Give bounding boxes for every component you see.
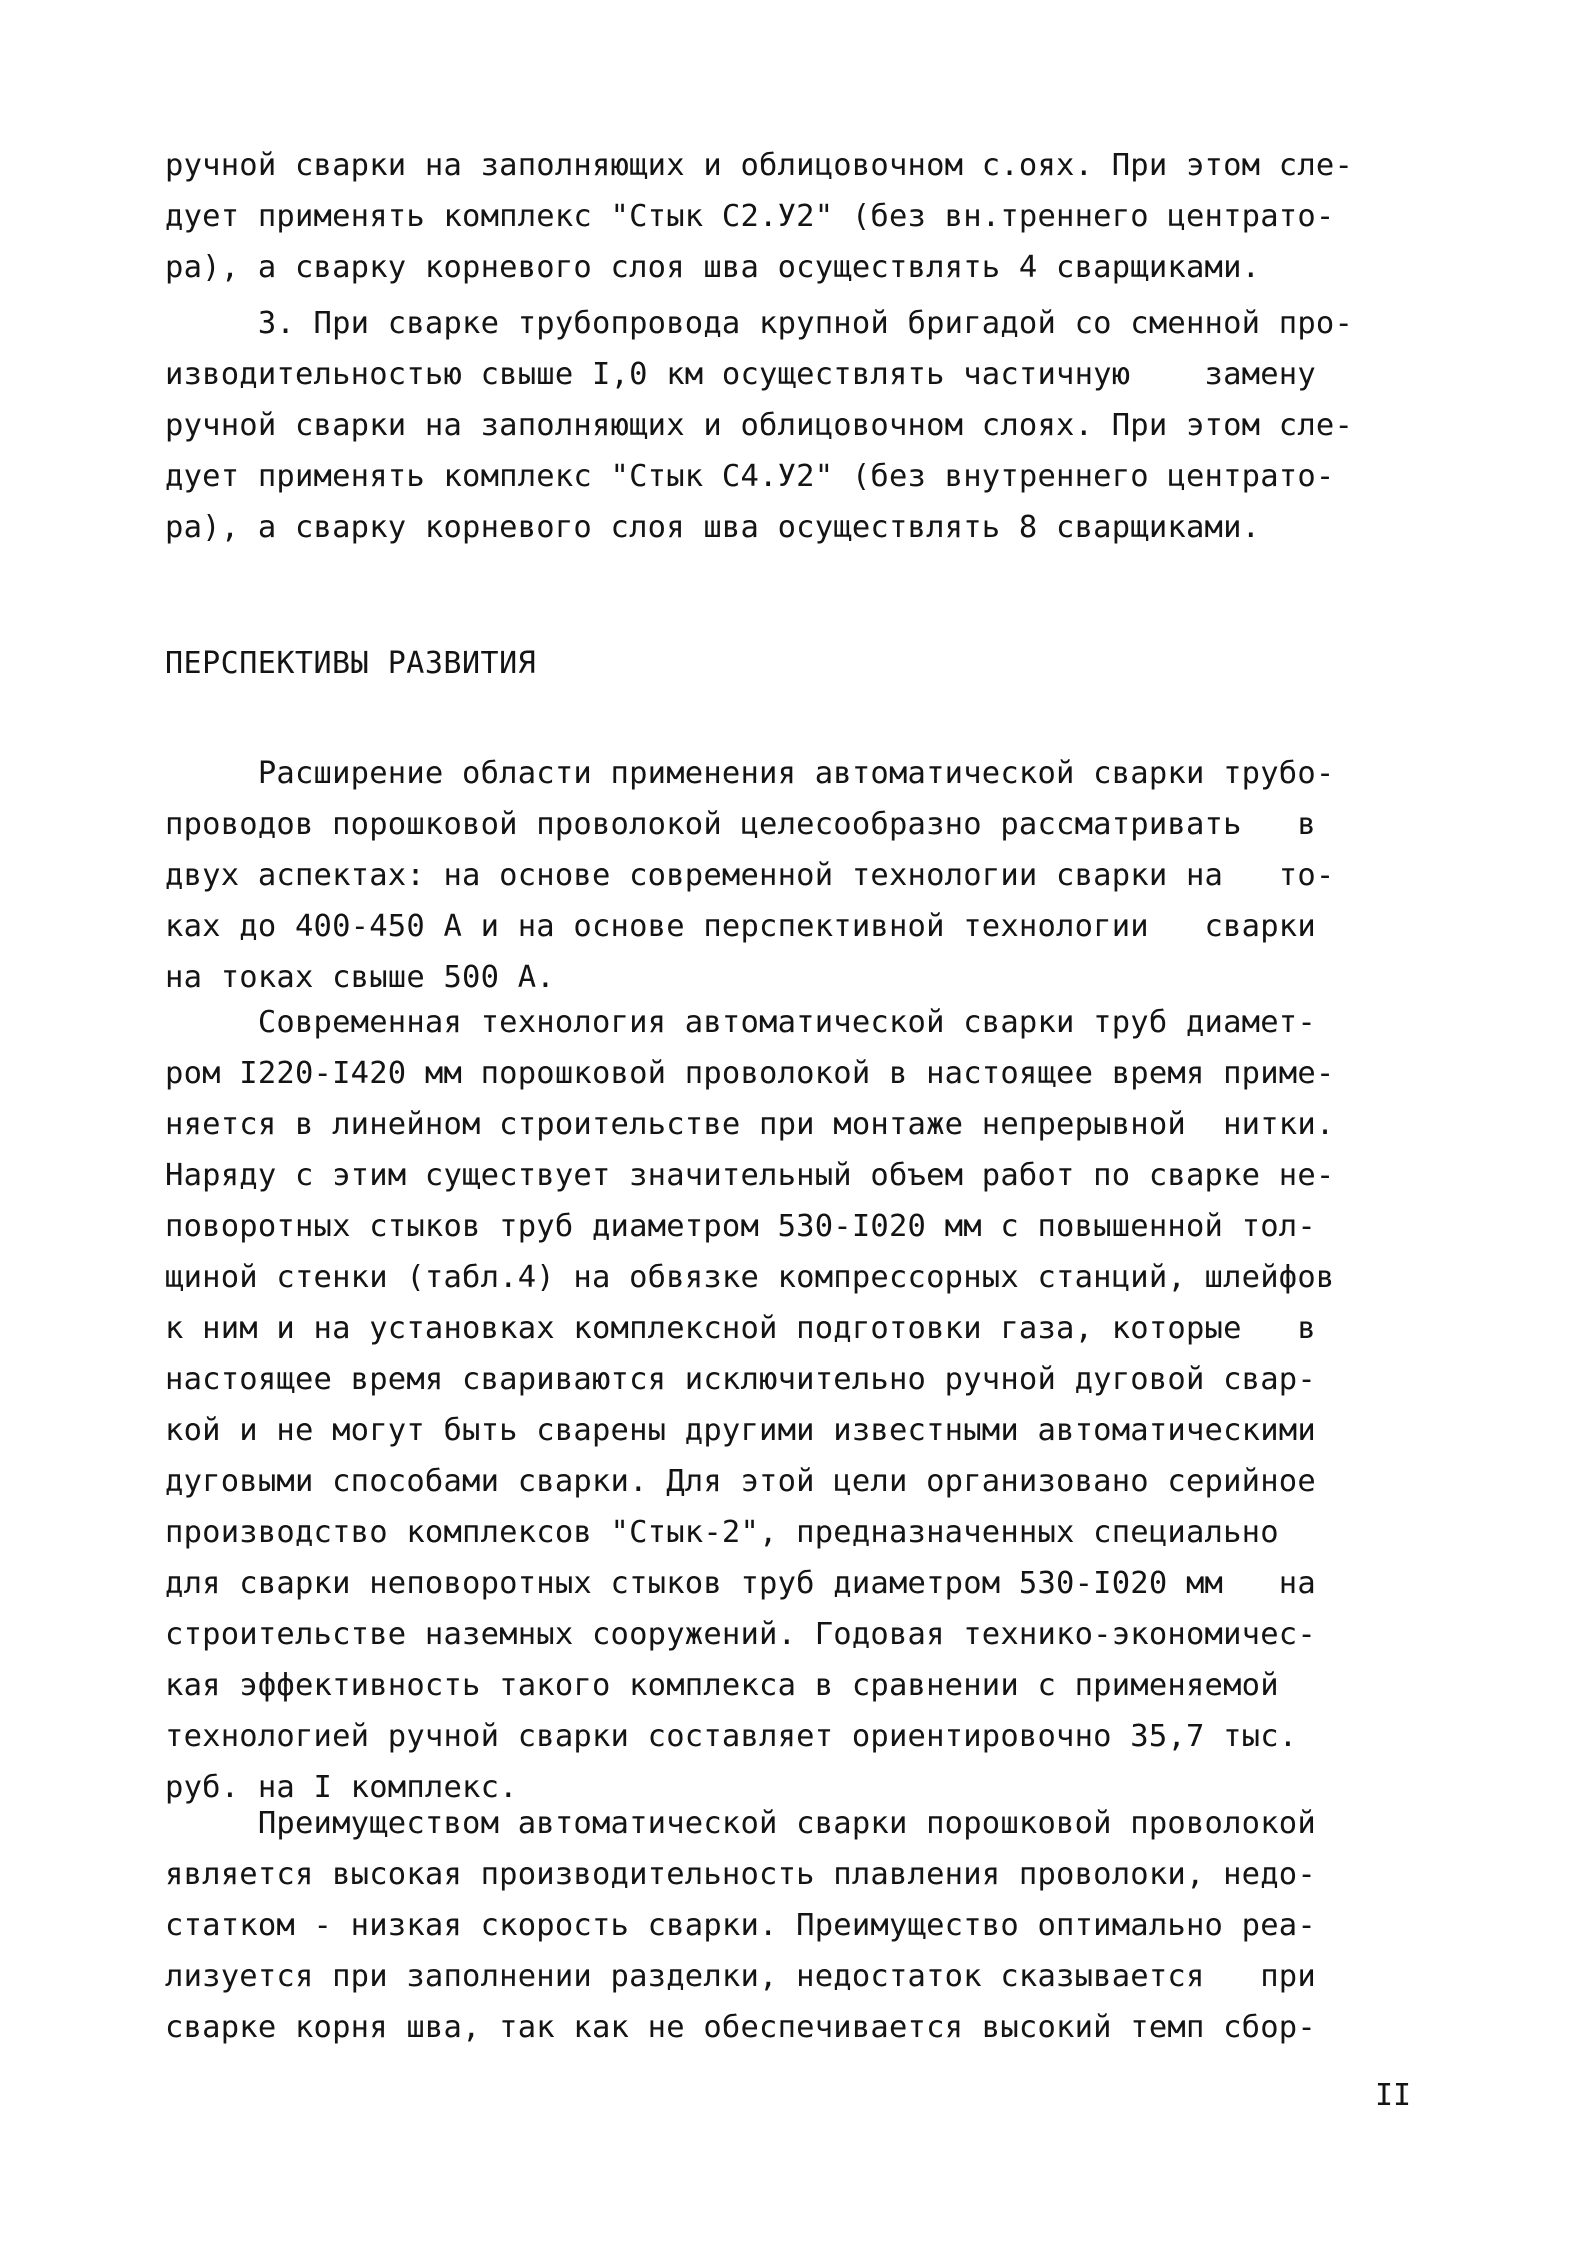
paragraph-2 [165,997,1445,1813]
text-line: статком - низкая скорость сварки. Преимущество оптимально реа- [165,1908,1316,1943]
text-line: проводов порошковой проволокой целесообразно рассматривать в [165,807,1316,842]
text-line: Преимуществом автоматической сварки порошковой проволокой [165,1806,1316,1841]
text-line: на токах свыше 500 А. [165,960,555,995]
text-line: поворотных стыков труб диаметром 530-I020 мм с повышенной тол- [165,1209,1316,1244]
text-line: ра), а сварку корневого слоя шва осуществлять 8 сварщиками. [165,510,1261,545]
text-line: щиной стенки (табл.4) на обвязке компрессорных станций, шлейфов [165,1260,1335,1295]
text-line: ручной сварки на заполняющих и облицовочном с.оях. При этом сле- [165,148,1354,183]
text-line: для сварки неповоротных стыков труб диаметром 530-I020 мм на [165,1566,1316,1601]
paragraph-3 [165,1798,1445,2053]
text-line: производство комплексов "Стык-2", предназначенных специально [165,1515,1279,1550]
text-line: к ним и на установках комплексной подготовки газа, которые в [165,1311,1316,1346]
text-line: строительстве наземных сооружений. Годовая технико-экономичес- [165,1617,1316,1652]
text-line: ках до 400-450 А и на основе перспективной технологии сварки [165,909,1316,944]
text-line: дует применять комплекс "Стык С4.У2" (без внутреннего центрато- [165,459,1335,494]
text-line: Современная технология автоматической сварки труб диамет- [165,1005,1316,1040]
text-line: двух аспектах: на основе современной технологии сварки на то- [165,858,1335,893]
text-line: кой и не могут быть сварены другими известными автоматическими [165,1413,1316,1448]
text-line: лизуется при заполнении разделки, недостаток сказывается при [165,1959,1316,1994]
text-line: настоящее время свариваются исключительно ручной дуговой свар- [165,1362,1316,1397]
text-line: 3. При сварке трубопровода крупной бригадой со сменной про- [165,306,1354,341]
text-line: технологией ручной сварки составляет ориентировочно 35,7 тыс. [165,1719,1298,1754]
text-line: изводительностью свыше I,0 км осуществлять частичную замену [165,357,1316,392]
text-line: ручной сварки на заполняющих и облицовочном слоях. При этом сле- [165,408,1354,443]
text-line: Наряду с этим существует значительный объем работ по сварке не- [165,1158,1335,1193]
text-line: Расширение области применения автоматической сварки трубо- [165,756,1335,791]
item-3-paragraph [165,298,1445,553]
text-line: является высокая производительность плавления проволоки, недо- [165,1857,1316,1892]
page-number: II [1375,2078,1412,2113]
section-heading: ПЕРСПЕКТИВЫ РАЗВИТИЯ [165,646,537,681]
text-line: руб. на I комплекс. [165,1770,518,1805]
text-line: сварке корня шва, так как не обеспечивается высокий темп сбор- [165,2010,1316,2045]
text-line: ра), а сварку корневого слоя шва осуществлять 4 сварщиками. [165,250,1261,285]
text-line: дуговыми способами сварки. Для этой цели организовано серийное [165,1464,1316,1499]
text-line: дует применять комплекс "Стык С2.У2" (без вн.треннего центрато- [165,199,1335,234]
text-line: няется в линейном строительстве при монтаже непрерывной нитки. [165,1107,1335,1142]
paragraph-1 [165,748,1445,1003]
text-line: ром I220-I420 мм порошковой проволокой в настоящее время приме- [165,1056,1335,1091]
text-line: кая эффективность такого комплекса в сравнении с применяемой [165,1668,1279,1703]
intro-paragraph [165,140,1445,293]
